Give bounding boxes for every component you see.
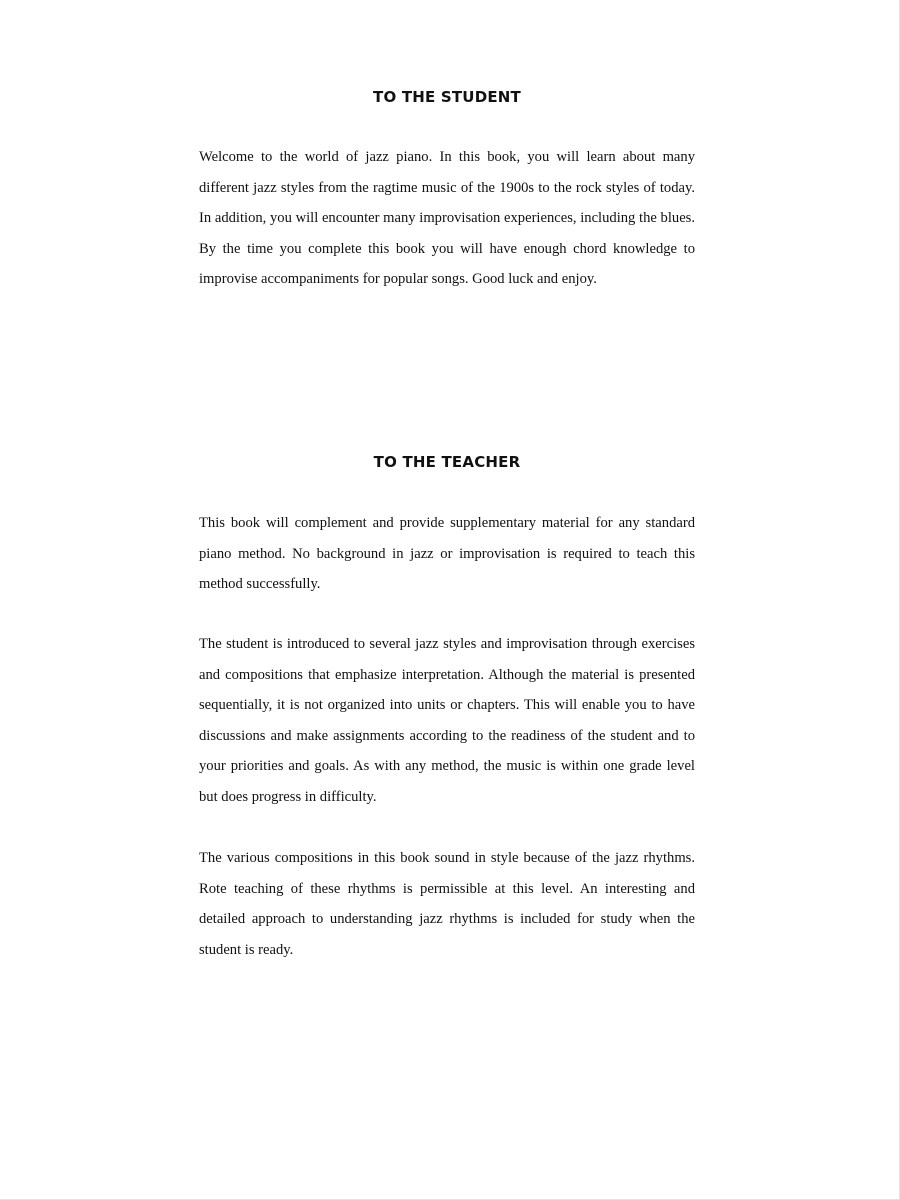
student-paragraph: Welcome to the world of jazz piano. In this book, you will learn about many different jazz styles from the ragtime music of the 1900s to the rock styles of today. In addition, you will encounter many improvisation experiences, including the blues. By the time you complete this book you will have enough chord knowledge to improvise accompaniments for popular songs. Good luck and enjoy. (199, 149, 695, 288)
to-the-teacher-heading: TO THE TEACHER (373, 453, 521, 471)
teacher-paragraph-2: The student is introduced to several jazz styles and improvisation through exercises and compositions that emphasize interpretation. Although the material is presented sequentially, it is not organized into units or chapters. This will enable you to have discussions and make assignments according to the readiness of the student and to your priorities and goals. As with any method, the music is within one grade level but does progress in difficulty. (199, 636, 695, 805)
to-the-student-heading: TO THE STUDENT (373, 88, 521, 106)
teacher-paragraph-1: This book will complement and provide supplementary material for any standard piano method. No background in jazz or improvisation is required to teach this method successfully. (199, 515, 695, 593)
teacher-paragraph-3: The various compositions in this book sound in style because of the jazz rhythms. Rote teaching of these rhythms is permissible at this level. An interesting and detailed approach to understanding jazz rhythms is included for study when the student is ready. (199, 850, 695, 958)
